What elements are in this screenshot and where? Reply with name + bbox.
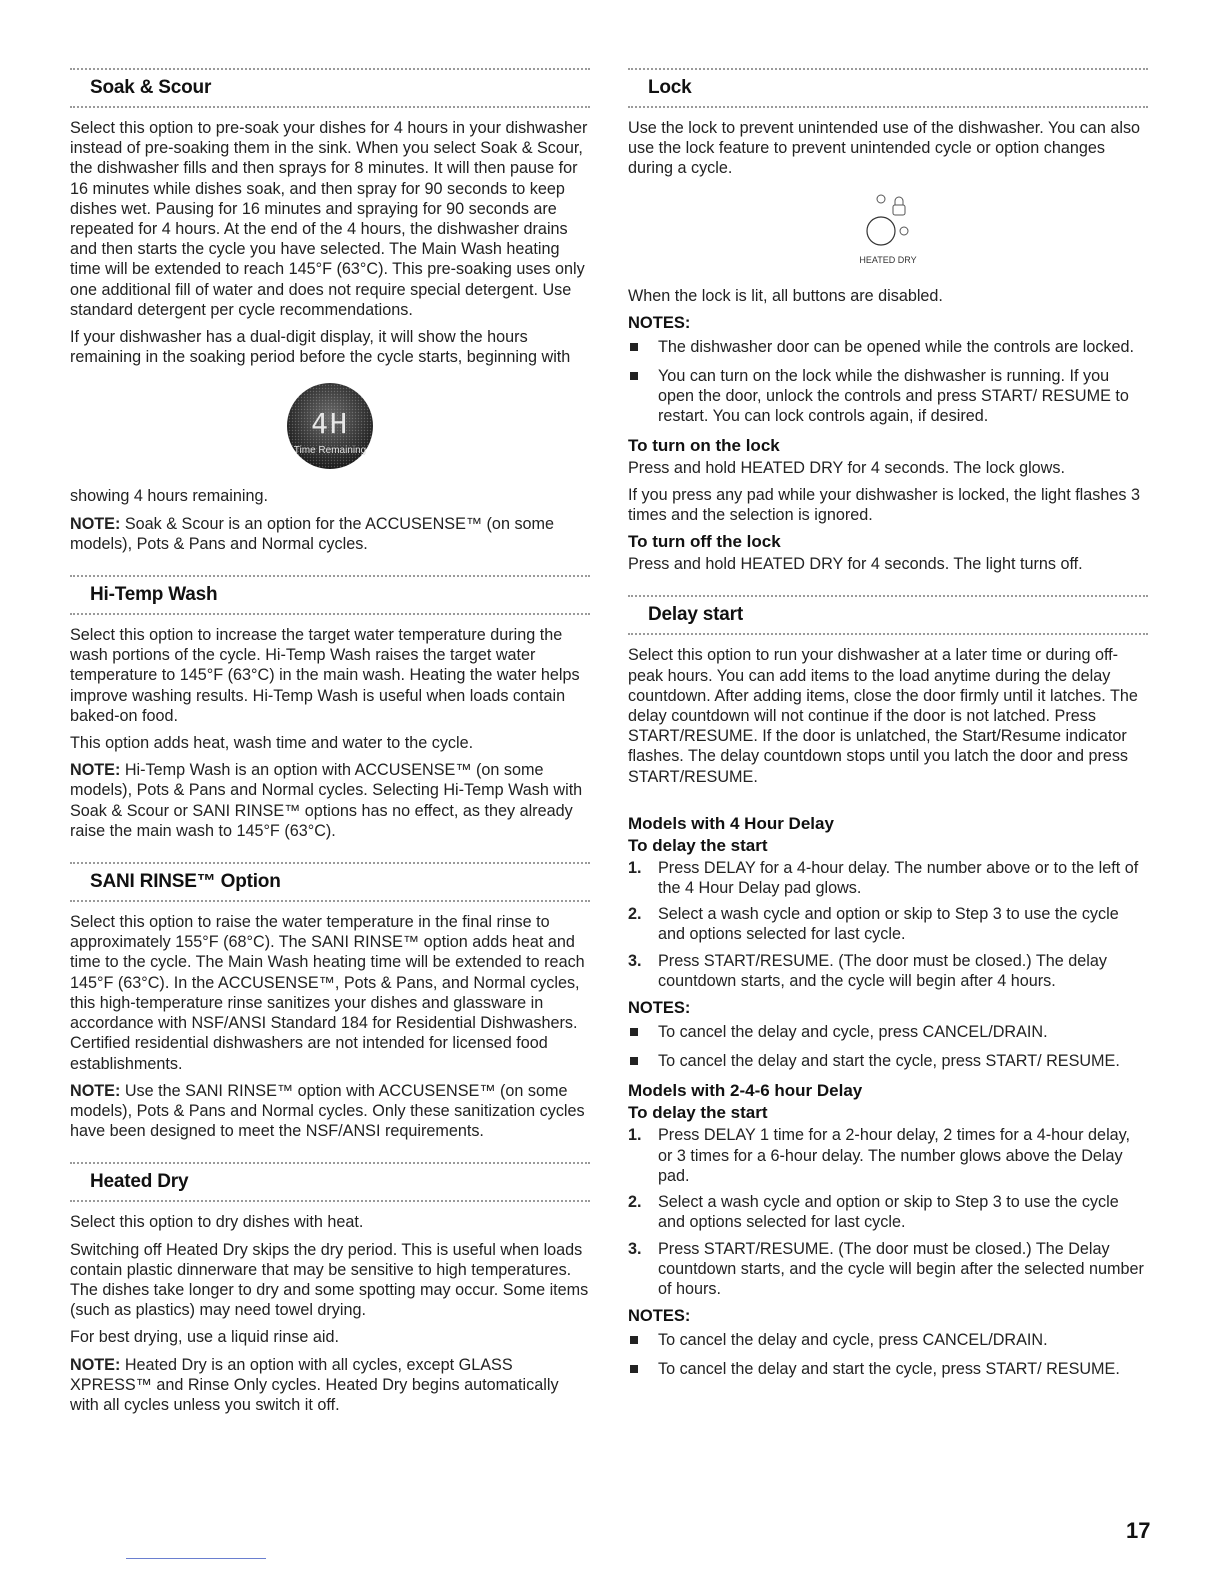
lock-title: Lock <box>648 77 692 98</box>
step-text: Press DELAY for a 4-hour delay. The number above or to the left of the 4 Hour Delay pad glows. <box>658 858 1139 898</box>
heated-dry-paragraph-1: Select this option to dry dishes with heat. <box>70 1213 364 1232</box>
step-number: 1. <box>628 858 642 877</box>
note-label: NOTE: <box>70 1355 121 1374</box>
list-item <box>628 951 1148 991</box>
delay-start-header <box>628 595 1148 635</box>
two-four-six-notes-list <box>628 1330 1148 1379</box>
lock-button-icon <box>833 191 943 271</box>
heated-dry-paragraph-3: For best drying, use a liquid rinse aid. <box>70 1328 340 1347</box>
step-number: 3. <box>628 951 642 970</box>
lock-icon-caption: HEATED DRY <box>859 254 917 265</box>
step-text: Select a wash cycle and option or skip to Step 3 to use the cycle and options selected for last cycle. <box>658 1193 1119 1232</box>
step-text: Press START/RESUME. (The door must be closed.) The Delay countdown starts, and the cycle will begin after the selected number of hours. <box>658 1239 1144 1298</box>
soak-scour-header <box>70 68 590 108</box>
page-number: 17 <box>1126 1518 1151 1543</box>
soak-scour-paragraph-3: showing 4 hours remaining. <box>70 487 268 506</box>
step-number: 2. <box>628 1193 642 1212</box>
display-digits: 4H <box>311 407 349 441</box>
step-number: 2. <box>628 905 642 924</box>
note-label: NOTE: <box>70 514 121 533</box>
hi-temp-title: Hi-Temp Wash <box>90 584 218 606</box>
soak-scour-paragraph-1: Select this option to pre-soak your dishes for 4 hours in your dishwasher instead of pre-soaking them in the sink. When you select Soak & Scour, the dishwasher fills and then sprays for 8 minutes. It will then pause for 16 minutes while dishes soak, and then spray for 90 seconds to keep dishes wet. Pausing for 16 minutes and spraying for 90 seconds are repeated for 4 hours. At the end of the 4 hours, the dishwasher drains and then starts the cycle you have selected. The Main Wash heating time will be extended to reach 145°F (63°C). This pre-soaking uses only one additional fill of water and does not require special detergent. Use standard detergent per cycle recommendations. <box>70 119 588 319</box>
two-four-six-notes-label: NOTES: <box>628 1307 691 1326</box>
four-hour-delay-subtitle: To delay the start <box>628 835 768 855</box>
delay-start-paragraph: Select this option to run your dishwasher at a later time or during off-peak hours. You can add items to the load anytime during the delay countdown. After adding items, close the door firmly until it latches. The delay countdown will not continue if the door is not latched. Press START/RESUME. If the door is unlatched, the Start/Resume indicator flashes. The delay countdown stops until you latch the door and press START/RESUME. <box>628 646 1138 786</box>
dual-digit-display-icon <box>285 381 375 471</box>
two-four-six-delay-steps <box>628 1125 1148 1299</box>
turn-off-lock-title: To turn off the lock <box>628 532 781 552</box>
list-item: The dishwasher door can be opened while the controls are locked. <box>628 337 1148 357</box>
sani-rinse-note <box>70 1081 590 1142</box>
delay-start-title: Delay start <box>648 604 743 626</box>
step-text: Select a wash cycle and option or skip to Step 3 to use the cycle and options selected for last cycle. <box>658 905 1119 944</box>
two-four-six-delay-title: Models with 2-4-6 hour Delay <box>628 1081 863 1101</box>
hi-temp-paragraph-1: Select this option to increase the target water temperature during the wash portions of the cycle. Hi-Temp Wash raises the target water temperature to 145°F (63°C) in the main wash. Heating the water helps improve washing results. Hi-Temp Wash is useful when loads contain baked-on food. <box>70 626 580 725</box>
step-text: Press START/RESUME. (The door must be closed.) The delay countdown starts, and the cycle will begin after 4 hours. <box>658 951 1107 990</box>
sani-rinse-paragraph-1: Select this option to raise the water temperature in the final rinse to approximately 155°F (68°C). The SANI RINSE™ option adds heat and time to the cycle. The Main Wash heating time will be extended to reach 145°F (63°C). In the ACCUSENSE™, Pots & Pans, and Normal cycles, this high-temperature rinse sanitizes your dishes and glassware in accordance with NSF/ANSI Standard 184 for Residential Dishwashers. Certified residential dishwashers are not intended for licensed food establishments. <box>70 913 585 1073</box>
turn-on-lock-paragraph-2: If you press any pad while your dishwasher is locked, the light flashes 3 times and the selection is ignored. <box>628 485 1140 525</box>
right-column <box>628 68 1148 1389</box>
four-hour-notes-list <box>628 1022 1148 1071</box>
sani-rinse-header <box>70 862 590 902</box>
four-hour-delay-title: Models with 4 Hour Delay <box>628 813 834 833</box>
list-item <box>628 904 1148 944</box>
step-number: 1. <box>628 1126 642 1145</box>
four-hour-notes-label: NOTES: <box>628 999 691 1018</box>
heated-dry-paragraph-2: Switching off Heated Dry skips the dry period. This is useful when loads contain plastic dinnerware that may be sensitive to high temperatures. The dishes take longer to dry and some spotting may occur. Some items (such as plastics) may need towel drying. <box>70 1240 589 1320</box>
list-item <box>628 1192 1148 1232</box>
note-label: NOTE: <box>70 761 121 780</box>
lock-header <box>628 68 1148 108</box>
soak-scour-title: Soak & Scour <box>90 77 212 98</box>
heated-dry-note <box>70 1355 590 1416</box>
turn-on-lock-paragraph-1: Press and hold HEATED DRY for 4 seconds. The lock glows. <box>628 458 1065 477</box>
note-text: Use the SANI RINSE™ option with ACCUSENSE™ (on some models), Pots & Pans and Normal cycles. Only these sanitization cycles have been designed to meet the NSF/ANSI requirements. <box>70 1081 585 1141</box>
note-text: Heated Dry is an option with all cycles, except GLASS XPRESS™ and Rinse Only cycles. Heated Dry begins automatically with all cycles unless you switch it off. <box>70 1355 559 1414</box>
hi-temp-header <box>70 575 590 615</box>
hi-temp-paragraph-2: This option adds heat, wash time and water to the cycle. <box>70 734 474 753</box>
lock-notes-list <box>628 337 1148 427</box>
step-number: 3. <box>628 1239 642 1258</box>
list-item <box>628 858 1148 898</box>
lock-paragraph-2: When the lock is lit, all buttons are disabled. <box>628 286 943 305</box>
hi-temp-note <box>70 760 590 841</box>
list-item: To cancel the delay and start the cycle, press START/ RESUME. <box>628 1051 1148 1071</box>
list-item <box>628 1125 1148 1186</box>
turn-off-lock-paragraph: Press and hold HEATED DRY for 4 seconds. The light turns off. <box>628 555 1083 574</box>
lock-paragraph-1: Use the lock to prevent unintended use of the dishwasher. You can also use the lock feature to prevent unintended cycle or option changes during a cycle. <box>628 119 1141 178</box>
two-four-six-delay-subtitle: To delay the start <box>628 1103 768 1123</box>
sani-rinse-title: SANI RINSE™ Option <box>90 871 281 893</box>
lock-notes-label: NOTES: <box>628 313 691 332</box>
note-text: Hi-Temp Wash is an option with ACCUSENSE™ (on some models), Pots & Pans and Normal cycles. Selecting Hi-Temp Wash with Soak & Scour or SANI RINSE™ options has no effect, as they already raise the main wash to 145°F (63°C). <box>70 761 583 840</box>
display-caption: Time Remaining <box>293 445 367 457</box>
note-text: Soak & Scour is an option for the ACCUSENSE™ (on some models), Pots & Pans and Normal cycles. <box>70 514 555 553</box>
turn-on-lock-title: To turn on the lock <box>628 435 780 455</box>
four-hour-delay-steps <box>628 858 1148 991</box>
time-remaining-display <box>70 381 590 476</box>
step-text: Press DELAY 1 time for a 2-hour delay, 2 times for a 4-hour delay, or 3 times for a 6-hour delay. The number glows above the Delay pad. <box>658 1126 1131 1185</box>
footer-divider <box>126 1558 266 1559</box>
list-item: To cancel the delay and start the cycle, press START/ RESUME. <box>628 1359 1148 1379</box>
padlock-icon <box>893 197 905 215</box>
soak-scour-note <box>70 514 590 554</box>
heated-dry-title: Heated Dry <box>90 1171 189 1193</box>
note-label: NOTE: <box>70 1081 121 1100</box>
list-item <box>628 1239 1148 1300</box>
list-item: You can turn on the lock while the dishwasher is running. If you open the door, unlock the controls and press START/ RESUME to restart. You can lock controls again, if desired. <box>628 366 1148 427</box>
soak-scour-paragraph-2: If your dishwasher has a dual-digit display, it will show the hours remaining in the soaking period before the cycle starts, beginning with <box>70 328 571 367</box>
list-item: To cancel the delay and cycle, press CANCEL/DRAIN. <box>628 1330 1148 1350</box>
list-item: To cancel the delay and cycle, press CANCEL/DRAIN. <box>628 1022 1148 1042</box>
left-column <box>70 68 590 1422</box>
heated-dry-header <box>70 1162 590 1202</box>
lock-illustration <box>628 191 1148 276</box>
